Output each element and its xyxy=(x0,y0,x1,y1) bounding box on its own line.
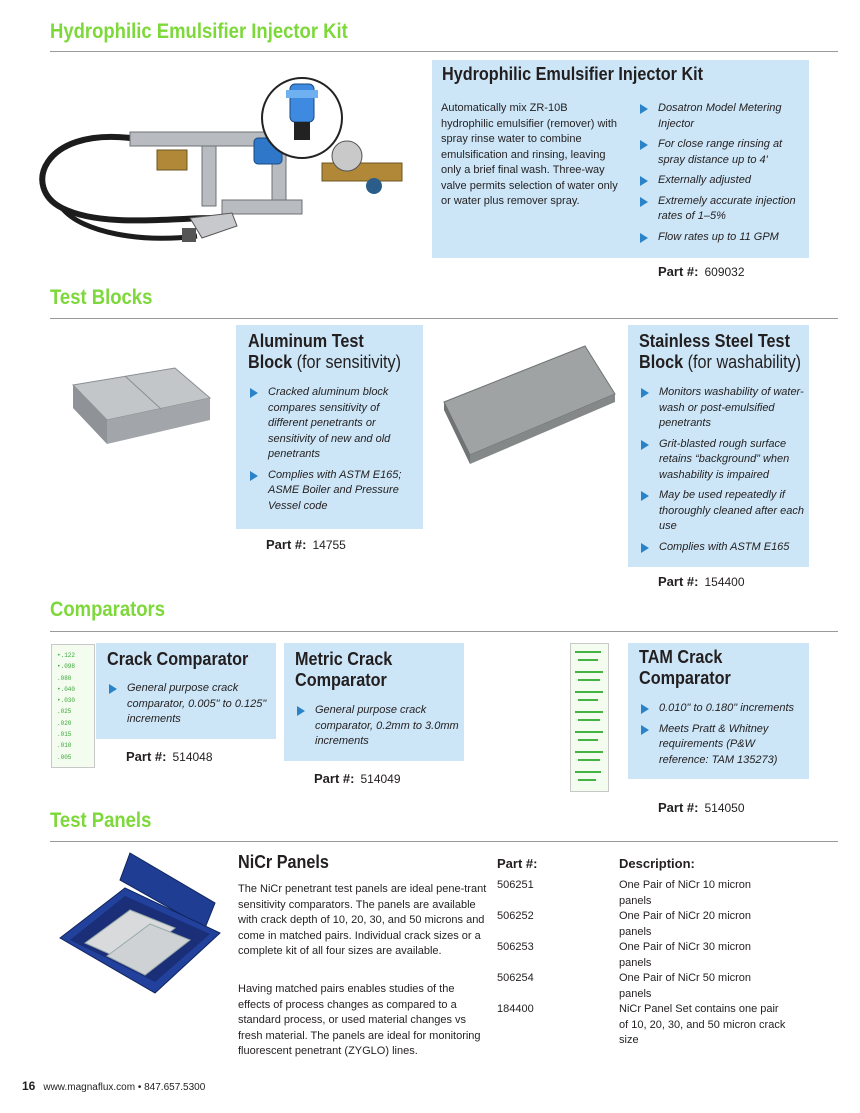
bullet-arrow-icon xyxy=(641,704,649,714)
aluminum-box-title: Aluminum Test Block (for sensitivity) xyxy=(248,331,402,372)
feature-item: 0.010" to 0.180" increments xyxy=(639,701,807,717)
stainless-info-box xyxy=(628,325,809,567)
page-footer xyxy=(22,1079,205,1093)
section-divider xyxy=(50,631,838,632)
bullet-arrow-icon xyxy=(109,684,117,694)
bullet-arrow-icon xyxy=(641,440,649,450)
aluminum-part-number: Part #: 14755 xyxy=(266,537,346,552)
section-title-test-blocks: Test Blocks xyxy=(50,286,153,309)
feature-item: General purpose crack comparator, 0.2mm to 3.0mm increments xyxy=(295,703,459,750)
metric-comparator-features xyxy=(295,703,459,755)
crack-comparator-info-box xyxy=(96,643,276,739)
nicr-part-cell: 506254 xyxy=(497,972,534,984)
feature-item: Extremely accurate injection rates of 1–5% xyxy=(638,194,808,225)
stainless-part-number: Part #: 154400 xyxy=(658,574,745,589)
feature-item: Flow rates up to 11 GPM xyxy=(638,230,808,246)
metric-comparator-info-box xyxy=(284,643,464,761)
feature-item: Cracked aluminum block compares sensitivity of different penetrants or sensitivity of new and old penetrants xyxy=(248,385,420,463)
feature-item: Complies with ASTM E165 xyxy=(639,540,807,556)
crack-comparator-image: •.122 •.098 .080 •.040 •.030 .025 .020 .015 .010 .005 xyxy=(51,644,95,768)
metric-comparator-part-number: Part #: 514049 xyxy=(314,771,401,786)
section-divider xyxy=(50,841,838,842)
aluminum-block-image xyxy=(65,360,215,450)
section-title-comparators: Comparators xyxy=(50,598,166,621)
nicr-description-cell: One Pair of NiCr 50 micron panels xyxy=(619,972,752,1000)
bullet-arrow-icon xyxy=(641,725,649,735)
tam-comparator-part-number: Part #: 514050 xyxy=(658,800,745,815)
feature-item: Complies with ASTM E165; ASME Boiler and Pressure Vessel code xyxy=(248,468,420,515)
emulsifier-part-number: Part #: 609032 xyxy=(658,264,745,279)
page-number: 16 xyxy=(22,1079,36,1093)
nicr-panel-case-image xyxy=(55,848,225,1003)
tam-comparator-title: TAM Crack Comparator xyxy=(639,647,731,688)
emulsifier-features xyxy=(638,101,808,250)
emulsifier-info-box xyxy=(432,60,809,258)
feature-item: General purpose crack comparator, 0.005" to 0.125" increments xyxy=(107,681,271,728)
bullet-arrow-icon xyxy=(641,543,649,553)
feature-item: Grit-blasted rough surface retains “background” when washability is impaired xyxy=(639,437,807,484)
nicr-part-cell: 506251 xyxy=(497,879,534,891)
emulsifier-kit-image xyxy=(22,68,432,268)
tam-comparator-image xyxy=(570,643,610,793)
crack-comparator-features xyxy=(107,681,271,733)
stainless-box-title: Stainless Steel Test Block (for washability) xyxy=(639,331,802,372)
section-title-test-panels: Test Panels xyxy=(50,809,152,832)
nicr-description-column-header: Description: xyxy=(619,856,695,871)
bullet-arrow-icon xyxy=(640,233,648,243)
tam-comparator-info-box xyxy=(628,643,809,779)
footer-contact: www.magnaflux.com • 847.657.5300 xyxy=(43,1082,206,1093)
emulsifier-box-title: Hydrophilic Emulsifier Injector Kit xyxy=(442,64,704,84)
nicr-description-cell: One Pair of NiCr 10 micron panels xyxy=(619,879,752,907)
nicr-title: NiCr Panels xyxy=(238,852,329,872)
nicr-paragraph-1: The NiCr penetrant test panels are ideal pene-trant sensitivity comparators. The panels are available with crack depth of 10, 20, 30, and 50 microns and come in matched pairs. Individual crack sizes or a complete kit of all four sizes are available. xyxy=(238,883,487,957)
bullet-arrow-icon xyxy=(641,491,649,501)
bullet-arrow-icon xyxy=(640,197,648,207)
feature-item: Meets Pratt & Whitney requirements (P&W reference: TAM 135273) xyxy=(639,722,807,769)
nicr-description-cell: One Pair of NiCr 30 micron panels xyxy=(619,941,752,969)
feature-item: Dosatron Model Metering Injector xyxy=(638,101,808,132)
emulsifier-description: Automatically mix ZR-10B hydrophilic emulsifier (remover) with spray rinse water to combine emulsification and rinsing, leaving only a brief final wash. Three-way valve permits selection of water only or water plus remover spray. xyxy=(441,102,618,207)
bullet-arrow-icon xyxy=(297,706,305,716)
stainless-block-image xyxy=(440,340,620,470)
bullet-arrow-icon xyxy=(250,388,258,398)
nicr-paragraph-2: Having matched pairs enables studies of the effects of process changes as compared to a standard process, or used material changes vs fresh material. The panels are ideal for monitoring fluorescent penetrant (ZYGLO) lines. xyxy=(238,983,481,1057)
stainless-features xyxy=(639,385,807,560)
bullet-arrow-icon xyxy=(641,388,649,398)
metric-comparator-title: Metric Crack Comparator xyxy=(295,649,393,690)
crack-comparator-title: Crack Comparator xyxy=(107,649,249,669)
bullet-arrow-icon xyxy=(640,176,648,186)
nicr-part-cell: 506252 xyxy=(497,910,534,922)
crack-comparator-part-number: Part #: 514048 xyxy=(126,749,213,764)
aluminum-info-box xyxy=(236,325,423,529)
bullet-arrow-icon xyxy=(640,140,648,150)
aluminum-features xyxy=(248,385,420,519)
section-divider xyxy=(50,318,838,319)
nicr-description-cell: One Pair of NiCr 20 micron panels xyxy=(619,910,752,938)
bullet-arrow-icon xyxy=(640,104,648,114)
nicr-part-cell: 184400 xyxy=(497,1003,534,1015)
section-divider xyxy=(50,51,838,52)
nicr-part-column-header: Part #: xyxy=(497,856,538,871)
feature-item: Externally adjusted xyxy=(638,173,808,189)
feature-item: For close range rinsing at spray distance up to 4' xyxy=(638,137,808,168)
nicr-part-cell: 506253 xyxy=(497,941,534,953)
bullet-arrow-icon xyxy=(250,471,258,481)
feature-item: Monitors washability of water-wash or post-emulsified penetrants xyxy=(639,385,807,432)
tam-comparator-features xyxy=(639,701,807,773)
section-title-emulsifier: Hydrophilic Emulsifier Injector Kit xyxy=(50,20,348,43)
feature-item: May be used repeatedly if thoroughly cleaned after each use xyxy=(639,488,807,535)
nicr-description-cell: NiCr Panel Set contains one pair of 10, 20, 30, and 50 micron crack size xyxy=(619,1003,786,1046)
